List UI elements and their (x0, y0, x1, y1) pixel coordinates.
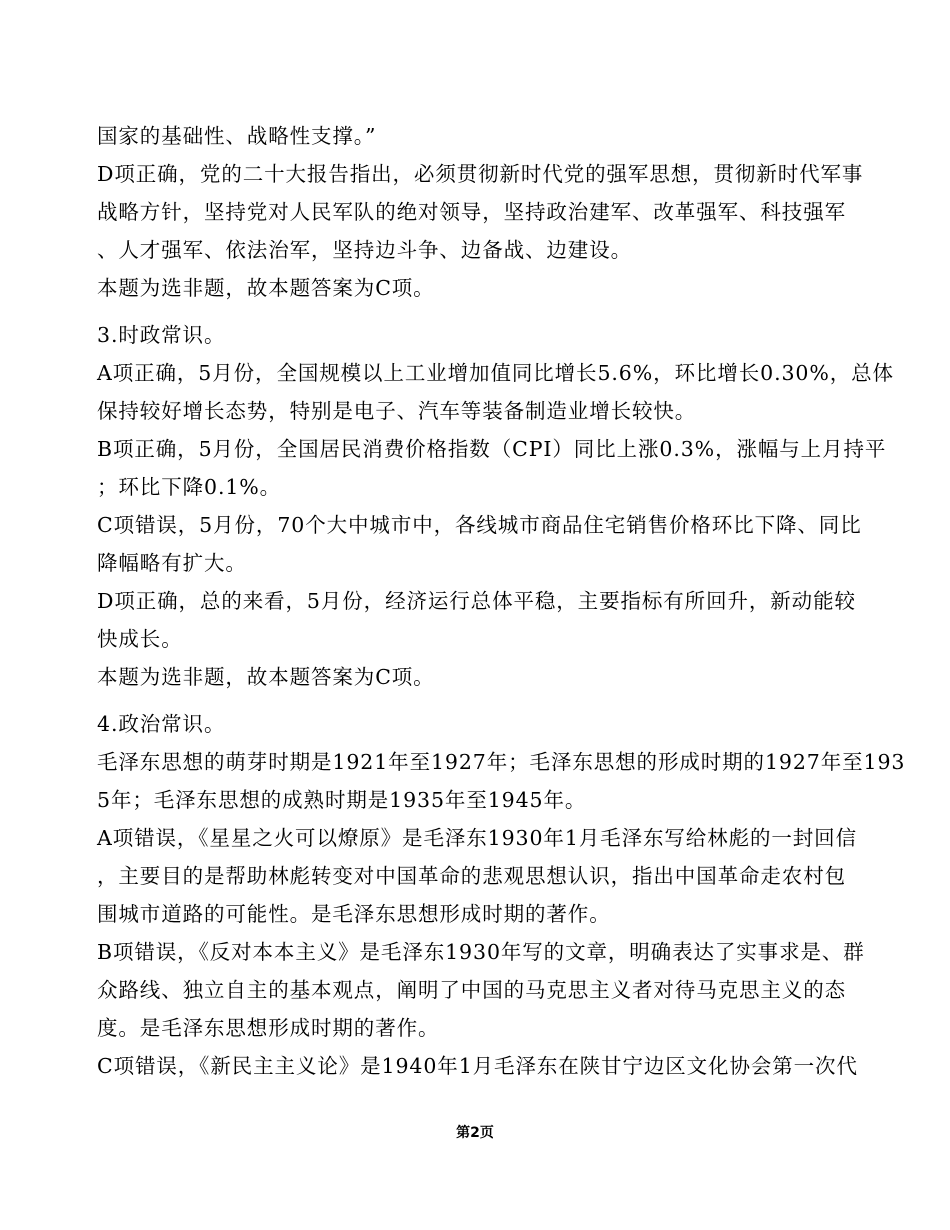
text-line: D项正确，总的来看，5月份，经济运行总体平稳，主要指标有所回升，新动能较 (97, 589, 856, 613)
text-line: 降幅略有扩大。 (97, 551, 247, 575)
text-line: 5年；毛泽东思想的成熟时期是1935年至1945年。 (97, 788, 587, 812)
text-line: 度。是毛泽东思想形成时期的著作。 (97, 1016, 440, 1040)
text-line: 快成长。 (97, 627, 183, 651)
text-line: B项错误，《反对本本主义》是毛泽东1930年写的文章，明确表达了实事求是、群 (97, 940, 865, 964)
document-body (97, 117, 906, 1085)
text-line: ；环比下降0.1%。 (97, 475, 282, 499)
text-line: 毛泽东思想的萌芽时期是1921年至1927年；毛泽东思想的形成时期的1927年至193 (97, 750, 906, 774)
text-line: 、人才强军、依法治军，坚持边斗争、边备战、边建设。 (97, 238, 632, 262)
text-line: A项错误，《星星之火可以燎原》是毛泽东1930年1月毛泽东写给林彪的一封回信 (97, 826, 857, 850)
text-line: C项错误，5月份，70个大中城市中，各线城市商品住宅销售价格环比下降、同比 (97, 513, 862, 537)
section-heading: 4.政治常识。 (97, 712, 226, 736)
text-line: ，主要目的是帮助林彪转变对中国革命的悲观思想认识，指出中国革命走农村包 (97, 864, 846, 888)
text-line: 本题为选非题，故本题答案为C项。 (97, 665, 435, 689)
text-line: B项正确，5月份，全国居民消费价格指数（CPI）同比上涨0.3%，涨幅与上月持平 (97, 437, 887, 461)
text-line: 战略方针，坚持党对人民军队的绝对领导，坚持政治建军、改革强军、科技强军 (97, 200, 846, 224)
text-line: 众路线、独立自主的基本观点，阐明了中国的马克思主义者对待马克思主义的态 (97, 978, 846, 1002)
text-line: C项错误，《新民主主义论》是1940年1月毛泽东在陕甘宁边区文化协会第一次代 (97, 1054, 858, 1078)
section-heading: 3.时政常识。 (97, 323, 226, 347)
text-line: 围城市道路的可能性。是毛泽东思想形成时期的著作。 (97, 902, 611, 926)
text-line: A项正确，5月份，全国规模以上工业增加值同比增长5.6%，环比增长0.30%，总体 (97, 361, 894, 385)
text-line: 保持较好增长态势，特别是电子、汽车等装备制造业增长较快。 (97, 399, 697, 423)
page-number: 第2页 (456, 1125, 494, 1141)
text-line: 本题为选非题，故本题答案为C项。 (97, 276, 435, 300)
text-line: 国家的基础性、战略性支撑。” (97, 124, 377, 148)
text-line: D项正确，党的二十大报告指出，必须贯彻新时代党的强军思想，贯彻新时代军事 (97, 162, 864, 186)
